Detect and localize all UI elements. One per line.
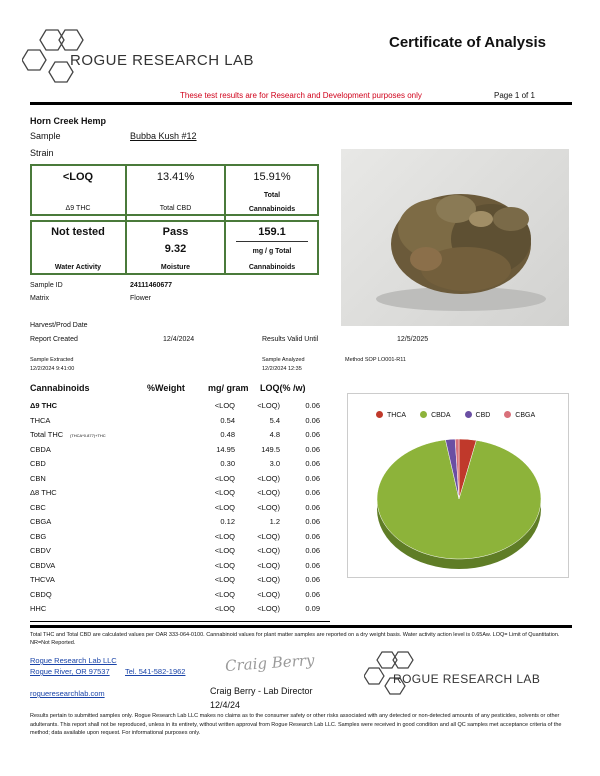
mg-value: <LOQ) [257, 488, 280, 497]
report-created-label: Report Created [30, 336, 78, 343]
mg-underline [236, 241, 308, 242]
method-text: Method SOP LO001-R11 [345, 357, 406, 363]
weight-value: <LOQ [214, 488, 235, 497]
lab-name: ROGUE RESEARCH LAB [70, 52, 255, 69]
harvest-label: Harvest/Prod Date [30, 322, 88, 329]
mg-value: <LOQ) [257, 473, 280, 483]
weight-value: 0.54 [220, 415, 235, 425]
mg-value: 149.5 [261, 444, 280, 454]
loq-value: 0.06 [305, 502, 320, 512]
mg-value: <LOQ) [257, 560, 280, 570]
thc-value: <LOQ [62, 171, 94, 183]
loq-value: 0.06 [305, 575, 320, 584]
weight-value: <LOQ [214, 560, 235, 570]
loq-value: 0.06 [305, 430, 320, 439]
cannabinoid-name: CBGA [30, 517, 52, 526]
loq-value: 0.06 [305, 401, 320, 410]
table-row [30, 517, 330, 530]
cannabinoid-name: CBDV [30, 546, 51, 555]
table-row [30, 488, 330, 501]
table-row [30, 590, 330, 603]
loq-value: 0.09 [305, 604, 320, 613]
strain-label: Strain [30, 148, 54, 158]
lab-director: Craig Berry - Lab Director [210, 686, 313, 696]
legend-label: CBGA [515, 412, 536, 419]
table-row [30, 445, 330, 458]
footer-rule [30, 625, 572, 628]
table-header [30, 383, 330, 396]
weight-value: 14.95 [216, 444, 235, 454]
report-created-value: 12/4/2024 [163, 336, 195, 343]
weight-value: <LOQ [214, 502, 235, 512]
legend-label: CBD [475, 412, 491, 419]
client-name: Horn Creek Hemp [30, 116, 107, 126]
mg-per-gram-label: Cannabinoids [248, 264, 296, 271]
mg-value: 5.4 [269, 415, 280, 425]
weight-value: <LOQ [214, 546, 235, 555]
analyzed-value: 12/2/2024 12:35 [262, 366, 302, 372]
col-header-loq: LOQ(% /w) [260, 383, 306, 393]
loq-value: 0.06 [305, 589, 320, 599]
page-number: Page 1 of 1 [494, 91, 535, 100]
matrix-label: Matrix [30, 295, 50, 302]
mg-value: <LOQ) [257, 401, 280, 410]
water-activity-value: Not tested [51, 226, 105, 238]
page-title: Certificate of Analysis [389, 34, 546, 51]
table-row [30, 459, 330, 472]
results-valid-value: 12/5/2025 [397, 336, 429, 343]
cannabinoid-name: Total THC [30, 430, 64, 439]
website-link[interactable]: rogueresearchlab.com [30, 689, 105, 698]
legend-label: CBDA [431, 412, 451, 419]
weight-value: 0.48 [220, 430, 235, 439]
rd-notice: These test results are for Research and Development purposes only [180, 91, 422, 100]
matrix-value: Flower [130, 295, 152, 302]
loq-value: 0.06 [305, 546, 320, 555]
extracted-value: 12/2/2024 9:41:00 [30, 366, 75, 372]
cannabinoid-name: Δ8 THC [30, 488, 57, 497]
legend-label: THCA [387, 412, 407, 419]
table-row [30, 575, 330, 588]
loq-value: 0.06 [305, 531, 320, 541]
weight-value: 0.30 [220, 459, 235, 468]
moisture-value: Pass [162, 226, 189, 238]
header-rule [30, 102, 572, 105]
sample-photo [341, 149, 569, 326]
weight-value: <LOQ [214, 575, 235, 584]
mg-value: <LOQ) [257, 589, 280, 599]
cannabinoid-name: THCVA [30, 575, 55, 584]
mg-value: <LOQ) [257, 502, 280, 512]
table-row [30, 532, 330, 545]
loq-value: 0.06 [305, 415, 320, 425]
cbd-label: Total CBD [159, 205, 192, 212]
table-row [30, 474, 330, 487]
mg-value: 1.2 [269, 517, 280, 526]
cannabinoids-label: Cannabinoids [248, 206, 296, 213]
loq-value: 0.06 [305, 488, 320, 497]
col-header-cannabinoids: Cannabinoids [30, 383, 90, 393]
sample-name: Bubba Kush #12 [130, 131, 197, 141]
moisture-number: 9.32 [164, 243, 187, 255]
weight-value: 0.12 [220, 517, 235, 526]
pie-chart [347, 393, 569, 578]
signature-date: 12/4/24 [210, 700, 241, 710]
moisture-label: Moisture [160, 264, 191, 271]
weight-value: <LOQ [214, 589, 235, 599]
col-header-weight: %Weight [147, 383, 185, 393]
table-row [30, 561, 330, 574]
pie-svg [348, 394, 570, 579]
footer-note: Total THC and Total CBD are calculated values per OAR 333-064-0100. Cannabinoid values for plant matter samples are reported on a dry weight basis. Water activity action level is 0.65Aw. LOQ= Limit of Quantitation. NR=Not Reported. [30, 632, 560, 646]
cannabinoid-name: CBN [30, 473, 46, 483]
disclaimer: Results pertain to submitted samples only. Rogue Research Lab LLC makes no claims as to the consumer safety or other risks associated with any detected or non-detected amounts of any pesticides, solvents or other adulterants. This report shall not be reproduced, unless in its entirety, without written approval from Rogue Research Lab LLC. Samples were received in good condition and all QC samples met acceptance criteria of the method; data available upon request. For informational purposes only. [30, 713, 562, 736]
lab-phone[interactable]: Tel. 541-582-1962 [125, 667, 186, 676]
cannabinoid-name: THCA [30, 415, 51, 425]
table-row [30, 604, 330, 617]
mg-per-gram-value: 159.1 [258, 226, 286, 238]
table-row [30, 401, 330, 414]
sample-id-label: Sample ID [30, 282, 63, 289]
mg-value: 3.0 [269, 459, 280, 468]
cannabinoid-name: CBDQ [30, 589, 52, 599]
table-bottom-rule [30, 621, 330, 622]
cannabinoid-name: HHC [30, 604, 47, 613]
mg-value: <LOQ) [257, 604, 280, 613]
col-header-mg: mg/ gram [208, 383, 249, 393]
weight-value: <LOQ [214, 604, 235, 613]
sample-label: Sample [30, 131, 61, 141]
weight-value: <LOQ [214, 531, 235, 541]
cannabinoid-name: Δ9 THC [30, 401, 58, 410]
cbd-value: 13.41% [156, 171, 195, 183]
mg-value: <LOQ) [257, 531, 280, 541]
cannabinoid-name: CBG [30, 531, 47, 541]
cannabinoid-name: CBC [30, 502, 46, 512]
cannabinoid-note: (THCA*0.877)+THC [70, 433, 106, 438]
water-activity-label: Water Activity [54, 264, 102, 271]
results-valid-label: Results Valid Until [262, 336, 319, 343]
mg-value: <LOQ) [257, 575, 280, 584]
loq-value: 0.06 [305, 459, 320, 468]
cannabinoids-value: 15.91% [253, 171, 291, 183]
sample-id-value: 24111460677 [130, 282, 173, 289]
lab-address[interactable]: Rogue River, OR 97537 [30, 667, 110, 676]
analyzed-label: Sample Analyzed [262, 357, 305, 363]
cannabinoid-name: CBD [30, 459, 46, 468]
loq-value: 0.06 [305, 473, 320, 483]
signature: Craig Berry [224, 650, 316, 676]
table-row [30, 416, 330, 429]
mg-value: 4.8 [269, 430, 280, 439]
thc-label: Δ9 THC [65, 205, 91, 212]
table-row [30, 503, 330, 516]
cannabinoid-name: CBDVA [30, 560, 56, 570]
weight-value: <LOQ [214, 473, 235, 483]
loq-value: 0.06 [305, 560, 320, 570]
weight-value: <LOQ [214, 401, 235, 410]
table-row [30, 546, 330, 559]
extracted-label: Sample Extracted [30, 357, 74, 363]
loq-value: 0.06 [305, 517, 320, 526]
lab-website-link[interactable]: Rogue Research Lab LLC [30, 656, 117, 665]
mg-value: <LOQ) [257, 546, 280, 555]
mg-per-gram-label: mg / g Total [252, 248, 292, 255]
loq-value: 0.06 [305, 444, 320, 454]
cannabinoids-label: Total [263, 192, 281, 199]
table-row [30, 430, 330, 443]
footer-logo-text: ROGUE RESEARCH LAB [393, 672, 541, 686]
cannabinoid-name: CBDA [30, 444, 51, 454]
